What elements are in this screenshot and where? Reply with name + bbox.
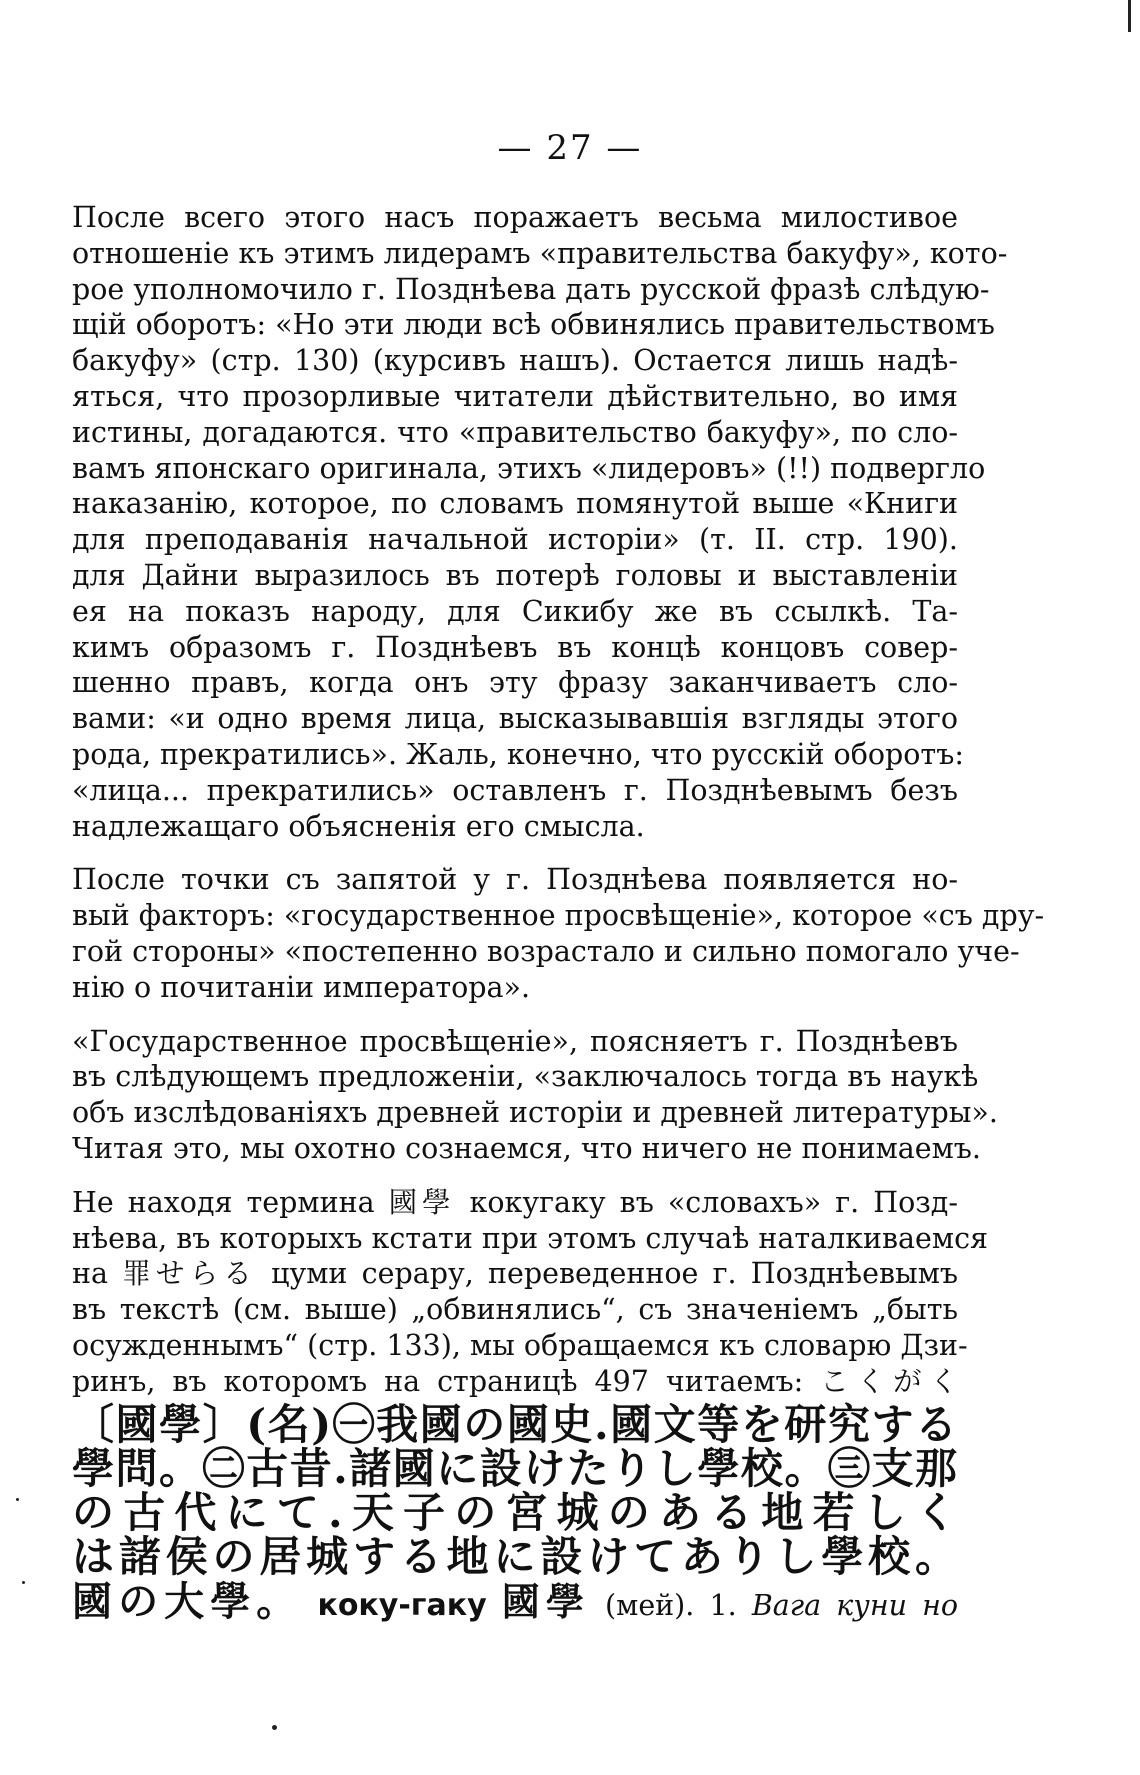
- dictionary-line: は諸侯の居城する地に設けてありし學校。: [72, 1531, 958, 1581]
- text-line: рода, прекратились». Жаль, конечно, что русскій оборотъ:: [72, 737, 964, 771]
- text-line: рое уполномочило г. Позднѣева дать русской фразѣ слѣдую-: [72, 272, 990, 306]
- text-line: бакуфу» (стр. 130) (курсивъ нашъ). Остается лишь надѣ-: [72, 344, 958, 378]
- text-line: для преподаванія начальной исторіи» (т. II. стр. 190).: [72, 523, 958, 557]
- dictionary-final-line: [72, 1577, 959, 1625]
- main-text: [72, 200, 1045, 1642]
- text-line: Читая это, мы охотно сознаемся, что ничего не понимаемъ.: [72, 1131, 981, 1165]
- text-line: нію о почитаніи императора».: [72, 970, 531, 1004]
- scan-speck: [22, 1581, 25, 1584]
- text-line: кимъ образомъ г. Позднѣевъ въ концѣ концовъ совер-: [72, 630, 958, 664]
- dictionary-romaji: коку-гаку: [317, 1587, 487, 1623]
- text-line: осужденнымъ“ (стр. 133), мы обращаемся къ словарю Дзи-: [72, 1328, 968, 1362]
- text-line: яться, что прозорливые читатели дѣйствительно, во имя: [72, 379, 958, 413]
- paragraph-2: [72, 862, 1045, 1005]
- text-line: ея на показъ народу, для Сикибу же въ ссылкѣ. Та-: [72, 594, 958, 628]
- text-line: вамъ японскаго оригинала, этихъ «лидеровъ» (!!) подвергло: [72, 451, 986, 485]
- dictionary-line: の古代にて.天子の宮城のある地若しく: [72, 1487, 958, 1537]
- text-line: въ текстѣ (см. выше) „обвинялись“, съ значеніемъ „быть: [72, 1293, 958, 1327]
- dictionary-kanji: 國學: [501, 1578, 590, 1624]
- text-line: гой стороны» «постепенно возрастало и сильно помогало уче-: [72, 934, 1020, 968]
- text-line: щій оборотъ: «Но эти люди всѣ обвинялись правительствомъ: [72, 308, 995, 342]
- text-line: «Государственное просвѣщеніе», поясняетъ г. Позднѣевъ: [72, 1024, 958, 1058]
- scan-edge-mark: [1128, 0, 1131, 32]
- page-number: — 27 —: [497, 128, 643, 168]
- scan-speck: [272, 1725, 277, 1730]
- text-line: для Дайни выразилось въ потерѣ головы и выставленіи: [72, 558, 958, 592]
- paragraph-4: [72, 1185, 989, 1400]
- text-line: въ слѣдующемъ предложеніи, «заключалось тогда въ наукѣ: [72, 1060, 979, 1094]
- dictionary-entry: [72, 1399, 959, 1625]
- text-line: наказанію, которое, по словамъ помянутой выше «Книги: [72, 487, 958, 521]
- paragraph-3: [72, 1024, 998, 1167]
- text-line: Не находя термина 國學 кокугаку въ «словахъ» г. Позд-: [72, 1185, 958, 1219]
- text-line: «лица... прекратились» оставленъ г. Позднѣевымъ безъ: [72, 773, 958, 807]
- text-line: вый факторъ: «государственное просвѣщеніе», которое «съ дру-: [72, 899, 1045, 933]
- text-line: шенно правъ, когда онъ эту фразу заканчиваетъ сло-: [72, 666, 958, 700]
- text-line: вами: «и одно время лица, высказывавшія взгляды этого: [72, 702, 958, 736]
- text-line: нѣева, въ которыхъ кстати при этомъ случаѣ наталкиваемся: [72, 1221, 989, 1255]
- dictionary-final-jp: 國の大學。: [72, 1577, 303, 1625]
- dictionary-rest: (мей). 1.: [605, 1588, 737, 1622]
- text-line: истины, догадаются. что «правительство бакуфу», по сло-: [72, 415, 958, 449]
- text-line: объ изслѣдованіяхъ древней исторіи и древней литературы».: [72, 1096, 998, 1130]
- text-line: надлежащаго объясненія его смысла.: [72, 809, 645, 843]
- dictionary-line: 〔國學〕(名)㊀我國の國史.國文等を研究する: [72, 1399, 958, 1449]
- dictionary-line: 學問。㊁古昔.諸國に設けたりし學校。㊂支那: [72, 1443, 958, 1493]
- paragraph-1: [72, 200, 1008, 844]
- text-line: ринъ, въ которомъ на страницѣ 497 читаемъ: こくがく: [72, 1364, 958, 1398]
- text-line: отношеніе къ этимъ лидерамъ «правительства бакуфу», кото-: [72, 236, 1008, 270]
- text-line: на 罪せらる цуми серару, переведенное г. Позднѣевымъ: [72, 1257, 958, 1291]
- scan-speck: [16, 1498, 19, 1501]
- text-line: После всего этого насъ поражаетъ весьма милостивое: [72, 201, 958, 234]
- text-line: После точки съ запятой у г. Позднѣева появляется но-: [72, 863, 958, 897]
- dictionary-italic: Вага куни но: [751, 1588, 959, 1622]
